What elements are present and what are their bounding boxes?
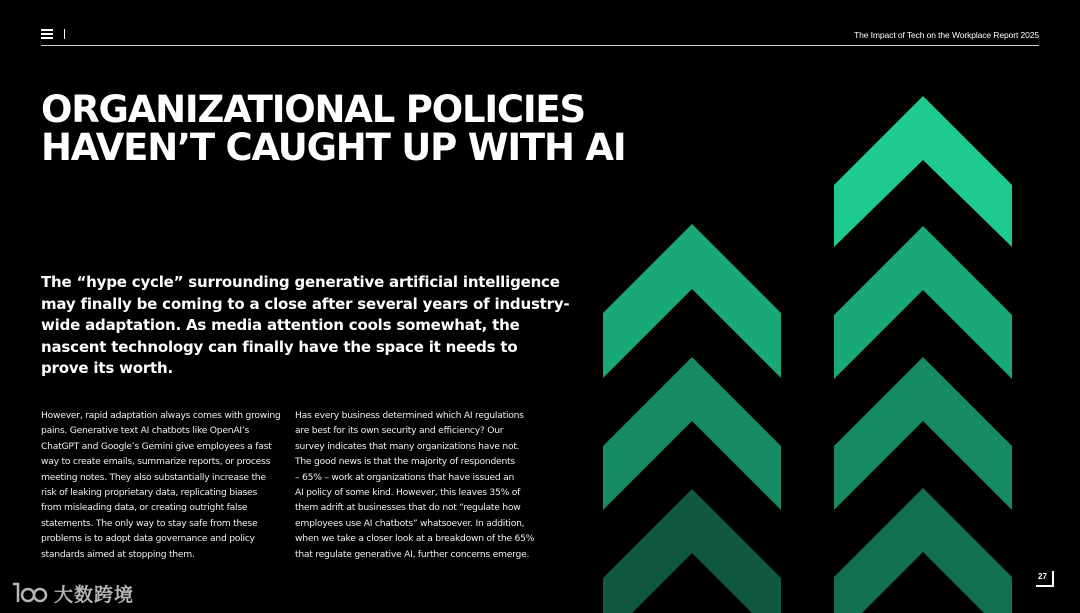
body-line: when we take a closer look at a breakdown of the 65%: [295, 533, 535, 545]
body-line: ChatGPT and Google’s Gemini give employees a fast: [41, 440, 272, 452]
body-line: meeting notes. They also substantially increase the: [41, 471, 266, 483]
body-line: risk of leaking proprietary data, replicating biases: [41, 487, 257, 499]
report-title: The Impact of Tech on the Workplace Report 2025: [854, 30, 1039, 40]
menu-icon[interactable]: [41, 29, 53, 39]
page-title: [41, 88, 681, 169]
body-line: AI policy of some kind. However, this leaves 35% of: [295, 487, 521, 499]
lede-line: nascent technology can finally have the space it needs to: [41, 337, 518, 356]
body-line: employees use AI chatbots” whatsoever. In addition,: [295, 517, 525, 529]
body-line: way to create emails, summarize reports, or process: [41, 456, 271, 468]
body-line: statements. The only way to stay safe from these: [41, 517, 258, 529]
body-line: them adrift at businesses that do not “regulate how: [295, 502, 521, 514]
body-line: problems is to adopt data governance and policy: [41, 533, 255, 545]
title-line: HAVEN’T CAUGHT UP WITH AI: [41, 126, 626, 169]
watermark-text: 大数跨境: [54, 583, 135, 606]
lede-line: prove its worth.: [41, 359, 173, 378]
chevron-up-icon: [603, 224, 781, 378]
lede-line: may finally be coming to a close after several years of industry-: [41, 294, 570, 313]
body-column-right: [295, 408, 535, 562]
chevron-up-icon: [603, 357, 781, 510]
body-line: The good news is that the majority of respondents: [295, 456, 515, 468]
title-line: ORGANIZATIONAL POLICIES: [41, 88, 585, 131]
watermark-logo: [10, 578, 134, 608]
body-column-left: [41, 408, 281, 562]
body-line: from misleading data, or creating outright false: [41, 502, 248, 514]
watermark-mark-icon: [10, 580, 48, 606]
lede-line: wide adaptation. As media attention cools somewhat, the: [41, 316, 520, 335]
body-line: pains. Generative text AI chatbots like OpenAI’s: [41, 425, 250, 437]
body-line: survey indicates that many organizations have not.: [295, 440, 520, 452]
header-separator: [64, 29, 65, 39]
chevron-graphic: [600, 90, 1020, 613]
chevron-up-icon: [834, 226, 1012, 379]
chevron-up-icon: [834, 488, 1012, 613]
page-number: [1033, 569, 1056, 589]
header-divider: [41, 45, 1039, 46]
body-line: standards aimed at stopping them.: [41, 548, 195, 560]
chevron-up-icon: [603, 489, 781, 613]
body-line: Has every business determined which AI regulations: [295, 410, 524, 421]
body-line: – 65% – work at organizations that have issued an: [295, 471, 515, 483]
chevron-up-icon: [834, 357, 1012, 510]
body-line: that regulate generative AI, further concerns emerge.: [295, 548, 530, 560]
chevron-up-icon: [834, 96, 1012, 247]
body-line: However, rapid adaptation always comes with growing: [41, 410, 281, 421]
page-number-text: 27: [1038, 572, 1047, 581]
lede-line: The “hype cycle” surrounding generative artificial intelligence: [41, 273, 560, 291]
lede-paragraph: [41, 272, 570, 380]
body-line: are best for its own security and efficiency? Our: [295, 425, 504, 437]
